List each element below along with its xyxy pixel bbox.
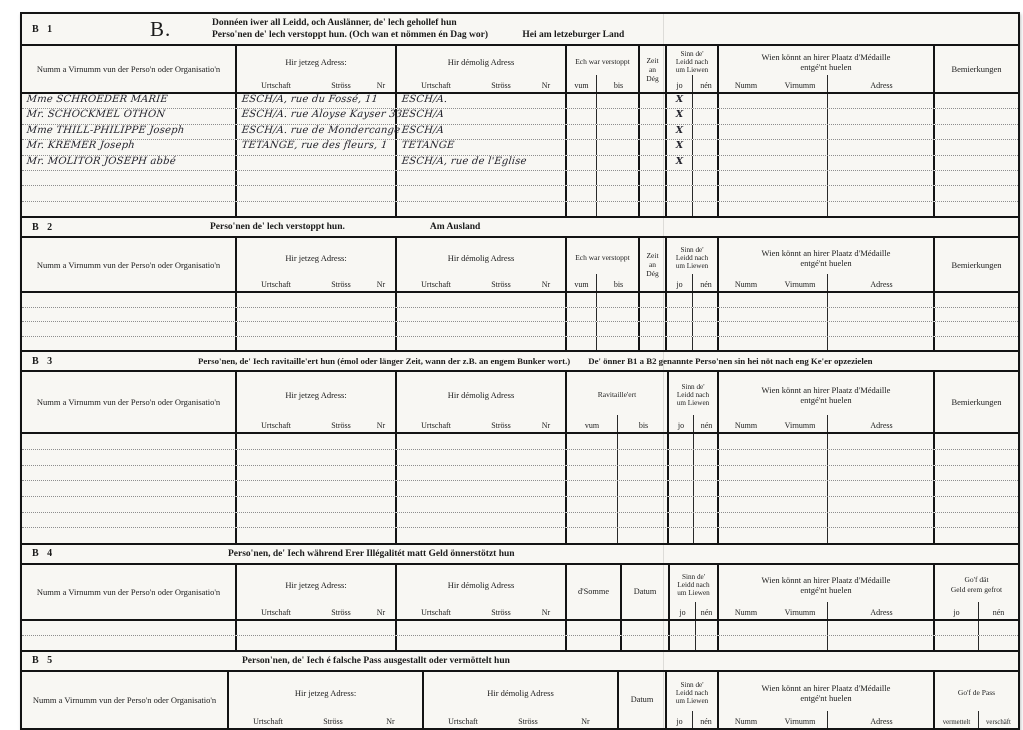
col-header-still-alive: Sinn de' Leidd nach um Liewen jo nén — [667, 238, 719, 291]
b2-empty-row — [22, 308, 1018, 323]
section-letter: B. — [150, 16, 172, 41]
col-header-sum: d'Somme — [567, 565, 622, 619]
col-header-days-count: Zeit an Dég — [640, 238, 667, 291]
b3-empty-row — [22, 481, 1018, 497]
col-header-former-address: Hir démolig Adress Urtschaft Ströss Nr — [397, 46, 567, 92]
section-id: B 4 — [32, 548, 56, 560]
b1-title-line1: Donnéen iwer all Leidd, och Auslänner, de' lech gehollef hun — [212, 17, 457, 28]
b3-empty-row — [22, 450, 1018, 466]
section-id: B 2 — [32, 221, 56, 233]
b1-entry-row — [22, 140, 1018, 155]
b1-title-line2: Perso'nen de' lech verstoppt hun. (Och wan et nömmen én Dag wor) Hei am letzeburger Land — [212, 30, 625, 40]
col-header-medal-recipient: Wien könnt an hirer Plaatz d'Médaille entgé'nt huelen Numm Virnumm Adress — [719, 672, 935, 728]
handwritten-former-address: ESCH/A, rue de l'Eglise — [401, 155, 528, 167]
scanned-form-page — [20, 12, 1020, 730]
jo-checkmark: X — [675, 124, 684, 136]
handwritten-former-address: ESCH/A — [401, 124, 445, 136]
section-id: B 3 — [32, 355, 56, 367]
col-header-current-address: Hir jetzeg Adress: Urtschaft Ströss Nr — [237, 565, 397, 619]
col-header-former-address: Hir démolig Adress Urtschaft Ströss Nr — [397, 238, 567, 291]
handwritten-name: Mme SCHROEDER MARIE — [26, 94, 169, 105]
b3-empty-row — [22, 528, 1018, 543]
handwritten-name: Mme THILL-PHILIPPE Joseph — [26, 124, 185, 136]
handwritten-current-address: TETANGE, rue des fleurs, 1 — [241, 140, 389, 152]
b2-empty-row — [22, 337, 1018, 351]
col-header-supplied-period: Ravitaille'ert vum bis — [567, 372, 669, 432]
col-header-remarks: Bemierkungen — [951, 64, 1002, 74]
col-header-remarks: Bemierkungen — [951, 259, 1002, 270]
col-header-still-alive: Sinn de' Leidd nach um Liewen jo nén — [670, 565, 719, 619]
col-header-current-address: Hir jetzeg Adress: Urtschaft Ströss Nr — [229, 672, 424, 728]
col-header-medal-recipient: Wien könnt an hirer Plaatz d'Médaille entgé'nt huelen Numm Virnumm Adress — [719, 372, 935, 432]
section-id: B 1 — [32, 23, 56, 35]
b1-entry-row — [22, 125, 1018, 140]
col-header-current-address: Hir jetzeg Adress: Urtschaft Ströss Nr — [237, 238, 397, 291]
col-header-current-address: Hir jetzeg Adress: Urtschaft Ströss Nr — [237, 46, 397, 92]
col-header-hidden-period: Ech war verstoppt vum bis — [567, 46, 640, 92]
b1-entry-row — [22, 109, 1018, 124]
col-header-date: Datum — [619, 672, 667, 728]
col-header-former-address: Hir démolig Adress Urtschaft Ströss Nr — [424, 672, 619, 728]
handwritten-former-address: ESCH/A — [401, 109, 445, 121]
col-header-date: Datum — [622, 565, 670, 619]
b4-empty-row — [22, 636, 1018, 650]
b1-title-text — [212, 17, 624, 42]
b4-empty-row — [22, 621, 1018, 636]
b2-column-headers — [22, 238, 1018, 293]
col-header-still-alive: Sinn de' Leidd nach um Liewen jo nén — [667, 672, 719, 728]
b3-empty-row — [22, 434, 1018, 450]
jo-checkmark: X — [675, 94, 684, 105]
col-header-remarks: Bemierkungen — [951, 397, 1002, 408]
handwritten-name: Mr. KREMER Joseph — [26, 140, 136, 152]
col-header-money-asked-back: Go'f dät Geld erem gefrot jo nén — [935, 565, 1018, 619]
b1-empty-row — [22, 186, 1018, 201]
col-header-medal-recipient: Wien könnt an hirer Plaatz d'Médaille entgé'nt huelen Numm Virnumm Adress — [719, 565, 935, 619]
b4-column-headers — [22, 565, 1018, 621]
col-header-name: Numm a Virnumm vun der Perso'n oder Organisatio'n — [22, 565, 237, 619]
b3-title-bar — [22, 350, 1018, 372]
b3-title-text: Perso'nen, de' Iech ravitaille'ert hun (émol oder länger Zeit, wann der z.B. an engem Bunker wort.) — [198, 356, 571, 367]
col-header-still-alive: Sinn de' Leidd nach um Liewen jo nén — [669, 372, 719, 432]
b1-title-bar — [22, 14, 1018, 46]
b5-column-headers — [22, 672, 1018, 730]
form-section-b5 — [22, 650, 1018, 730]
b3-empty-row — [22, 513, 1018, 529]
b2-title-bar — [22, 216, 1018, 238]
b2-empty-row — [22, 322, 1018, 337]
b3-column-headers — [22, 372, 1018, 434]
b2-title-suffix: Am Ausland — [429, 222, 481, 233]
b4-title-text: Perso'nen, de' Iech während Erer Illégalitét matt Geld önnerstötzt hun — [228, 548, 515, 559]
b4-title-bar — [22, 543, 1018, 565]
col-header-name: Numm a Virnumm vun der Perso'n oder Organisatio'n — [22, 46, 237, 92]
b3-empty-row — [22, 466, 1018, 482]
col-header-name: Numm a Virnumm vun der Perso'n oder Organisatio'n — [22, 238, 237, 291]
col-header-medal-recipient: Wien könnt an hirer Plaatz d'Médaille entgé'nt huelen Numm Virnumm Adress — [719, 238, 935, 291]
b1-entry-row — [22, 156, 1018, 171]
jo-checkmark: X — [675, 109, 684, 121]
handwritten-former-address: ESCH/A. — [401, 94, 448, 105]
col-header-still-alive: Sinn de' Leidd nach um Liewen jo nén — [667, 46, 719, 92]
b1-entry-row — [22, 94, 1018, 109]
b2-empty-row — [22, 293, 1018, 308]
section-id: B 5 — [32, 655, 56, 667]
form-section-b1 — [22, 14, 1018, 216]
form-section-b2 — [22, 216, 1018, 350]
form-section-b4 — [22, 543, 1018, 650]
b5-title-text: Person'nen, de' Iech é falsche Pass ausgestallt oder vermöttelt hun — [242, 655, 510, 666]
handwritten-current-address: ESCH/A. rue Aloyse Kayser 33 — [241, 109, 403, 121]
col-header-name: Numm a Virnumm vun der Perso'n oder Organisatio'n — [22, 372, 237, 432]
handwritten-current-address: ESCH/A. rue de Mondercange — [241, 124, 401, 136]
handwritten-current-address: ESCH/A, rue du Fossé, 11 — [241, 94, 379, 105]
col-header-former-address: Hir démolig Adress Urtschaft Ströss Nr — [397, 565, 567, 619]
b1-empty-row — [22, 171, 1018, 186]
b1-column-headers — [22, 46, 1018, 94]
col-header-former-address: Hir démolig Adress Urtschaft Ströss Nr — [397, 372, 567, 432]
col-header-pass-provided: Go'f de Pass vermettelt verschäft — [935, 672, 1018, 728]
col-header-current-address: Hir jetzeg Adress: Urtschaft Ströss Nr — [237, 372, 397, 432]
handwritten-name: Mr. MOLITOR JOSEPH abbé — [26, 155, 177, 167]
col-header-days-count: Zeit an Dég — [640, 46, 667, 92]
handwritten-name: Mr. SCHOCKMEL OTHON — [26, 109, 166, 121]
form-section-b3 — [22, 350, 1018, 543]
b3-title-suffix: De' önner B1 a B2 genannte Perso'nen sin hei nöt nach eng Ke'er opzezielen — [588, 356, 873, 367]
jo-checkmark: X — [675, 140, 684, 152]
col-header-medal-recipient: Wien könnt an hirer Plaatz d'Médaille entgé'nt huelen Numm Virnumm Adress — [719, 46, 935, 92]
b2-title-text: Perso'nen de' lech verstoppt hun. — [210, 222, 345, 233]
col-header-hidden-period: Ech war verstoppt vum bis — [567, 238, 640, 291]
b1-title-suffix: Hei am letzeburger Land — [522, 30, 625, 40]
col-header-name: Numm a Virnumm vun der Perso'n oder Organisatio'n — [22, 672, 229, 728]
b1-empty-row — [22, 202, 1018, 216]
b3-empty-row — [22, 497, 1018, 513]
b5-title-bar — [22, 650, 1018, 672]
handwritten-former-address: TETANGE — [401, 140, 456, 152]
jo-checkmark: X — [675, 155, 684, 167]
